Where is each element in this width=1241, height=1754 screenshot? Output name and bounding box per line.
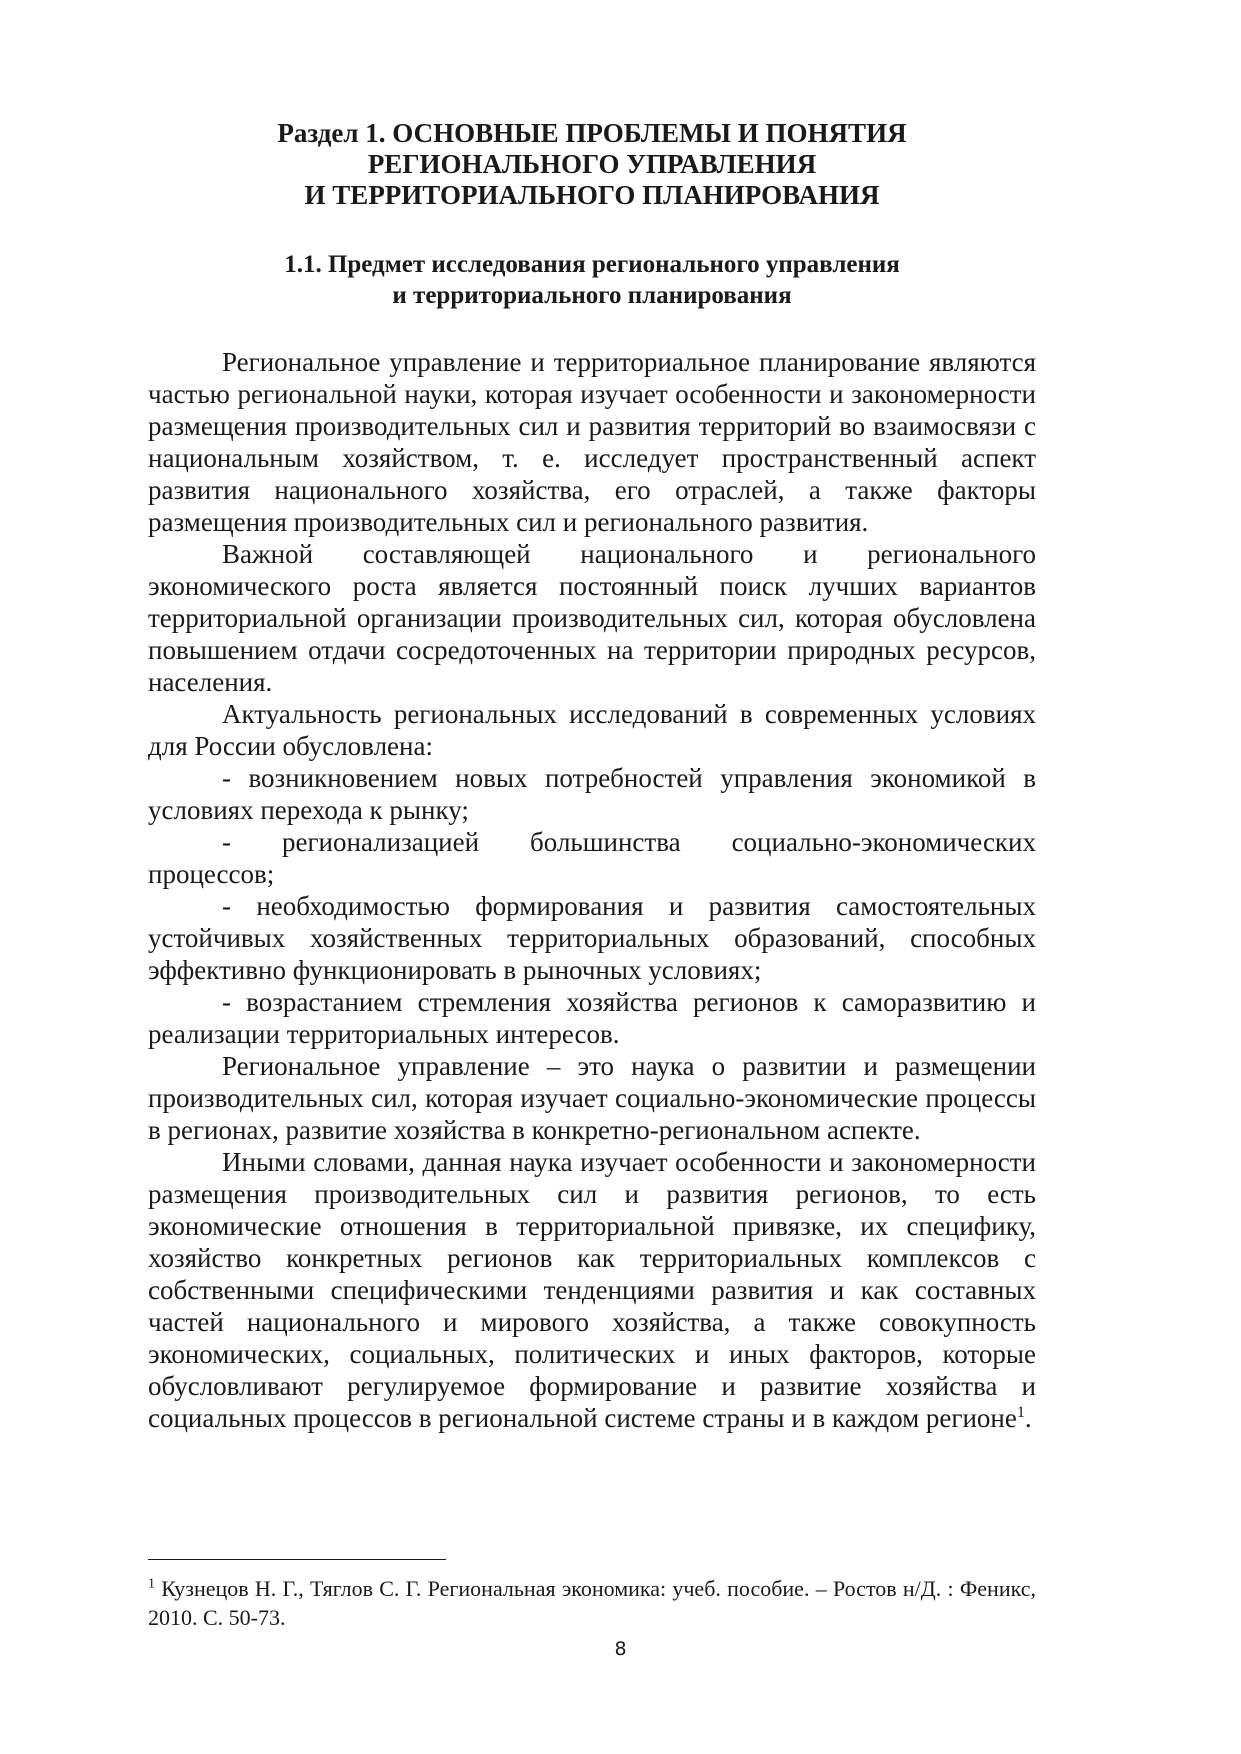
paragraph-last	[148, 1146, 1036, 1434]
footnote	[148, 1574, 1036, 1632]
list-item: - необходимостью формирования и развития самостоятельных устойчивых хозяйственных территориальных образований, способных эффективно функционировать в рыночных условиях;	[148, 891, 1036, 985]
subsection-title	[148, 249, 1036, 311]
paragraph: Региональное управление и территориальное планирование являются частью региональной науки, которая изучает особенности и закономерности размещения производительных сил и развития территорий во взаимосвязи с национальным хозяйством, т. е. исследует пространственный аспект развития национального хозяйства, его отраслей, а также факторы размещения производительных сил и регионального развития.	[148, 347, 1036, 537]
paragraph-end: .	[1024, 1403, 1032, 1433]
footnote-mark: 1	[148, 1576, 155, 1592]
subsection-title-line: и территориального планирования	[392, 282, 792, 309]
page-content	[148, 118, 1036, 1434]
list-item: - регионализацией большинства социально-экономических процессов;	[148, 827, 1036, 889]
section-title-line: И ТЕРРИТОРИАЛЬНОГО ПЛАНИРОВАНИЯ	[304, 180, 880, 210]
section-title	[148, 118, 1036, 211]
body-text	[148, 346, 1036, 1434]
paragraph: Важной составляющей национального и регионального экономического роста является постоянный поиск лучших вариантов территориальной организации производительных сил, которая обусловлена повышением отдачи сосредоточенных на территории природных ресурсов, населения.	[148, 539, 1036, 697]
subsection-title-line: 1.1. Предмет исследования регионального управления	[284, 251, 900, 278]
footnote-divider	[148, 1559, 446, 1560]
footnote-reference[interactable]: 1	[1016, 1404, 1025, 1421]
page-number: 8	[614, 1638, 627, 1660]
section-title-line: РЕГИОНАЛЬНОГО УПРАВЛЕНИЯ	[367, 149, 817, 179]
footnote-text: Кузнецов Н. Г., Тяглов С. Г. Региональная экономика: учеб. пособие. – Ростов н/Д. : Феникс, 2010. С. 50-73.	[148, 1576, 1036, 1630]
section-title-line: Раздел 1. ОСНОВНЫЕ ПРОБЛЕМЫ И ПОНЯТИЯ	[277, 118, 907, 148]
paragraph: Региональное управление – это наука о развитии и размещении производительных сил, которая изучает социально-экономические процессы в регионах, развитие хозяйства в конкретно-региональном аспекте.	[148, 1051, 1036, 1145]
list-item: - возрастанием стремления хозяйства регионов к саморазвитию и реализации территориальных интересов.	[148, 987, 1036, 1049]
list-item: - возникновением новых потребностей управления экономикой в условиях перехода к рынку;	[148, 763, 1036, 825]
paragraph-text: Иными словами, данная наука изучает особенности и закономерности размещения производительных сил и развития регионов, то есть экономические отношения в территориальной привязке, их специфику, хозяйство конкретных регионов как территориальных комплексов с собственными специфическими тенденциями развития и как составных частей национального и мирового хозяйства, а также совокупность экономических, социальных, политических и иных факторов, которые обусловливают регулируемое формирование и развитие хозяйства и социальных процессов в региональной системе страны и в каждом регионе	[148, 1147, 1036, 1433]
paragraph: Актуальность региональных исследований в современных условиях для России обусловлена:	[148, 699, 1036, 761]
